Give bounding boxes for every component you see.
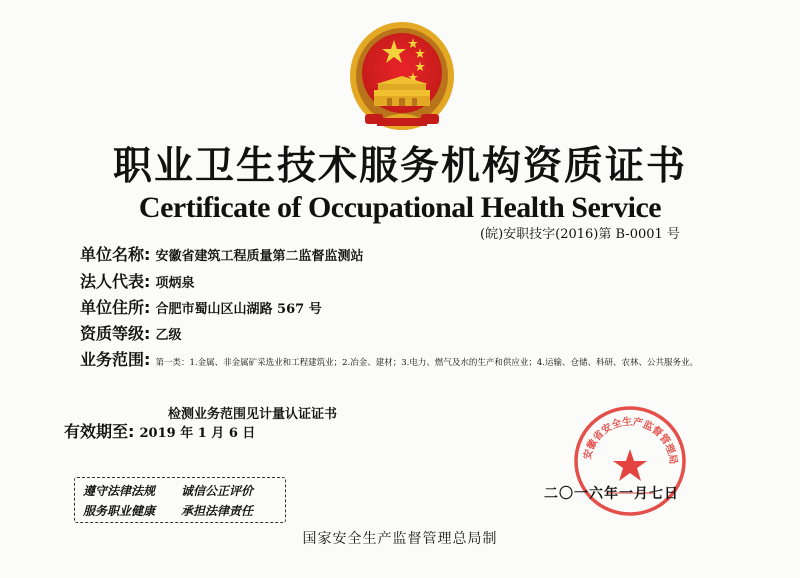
field-value: 第一类：1.金属、非金属矿采选业和工程建筑业；2.冶金、建材；3.电力、燃气及水的生产和供应业；4.运输、仓储、科研、农林、公共服务业。	[155, 358, 698, 368]
field-label: 单位名称:	[80, 245, 151, 264]
national-emblem-icon	[347, 18, 457, 138]
seal-text: 安徽省安全生产监督管理局	[582, 416, 679, 465]
field-label: 单位住所:	[80, 298, 151, 317]
field-unit-name	[80, 244, 364, 268]
motto-item: 承担法律责任	[181, 504, 254, 518]
motto-item: 诚信公正评价	[181, 484, 254, 498]
field-unit-address	[80, 297, 322, 321]
validity-label: 有效期至:	[64, 422, 135, 441]
certificate-title-en: Certificate of Occupational Health Service	[138, 191, 662, 224]
certificate-title-cn: 职业卫生技术服务机构资质证书	[112, 144, 687, 189]
motto-item: 服务职业健康	[83, 504, 156, 518]
certificate-number: (皖)安职技字(2016)第 B-0001 号	[480, 227, 680, 242]
motto-item: 遵守法律法规	[83, 484, 156, 498]
field-value: 项炳泉	[155, 276, 195, 291]
scope-note: 检测业务范围见计量认证证书	[168, 407, 338, 422]
field-legal-representative	[80, 271, 195, 295]
issuer: 国家安全生产监督管理总局制	[302, 531, 498, 547]
field-value: 合肥市蜀山区山湖路 567 号	[155, 302, 322, 317]
motto-box	[74, 477, 286, 523]
field-value: 乙级	[155, 328, 182, 343]
field-value: 安徽省建筑工程质量第二监督监测站	[155, 249, 364, 264]
field-label: 资质等级:	[80, 324, 151, 343]
field-business-scope	[80, 349, 698, 374]
field-label: 法人代表:	[80, 272, 151, 291]
field-qualification-level	[80, 323, 182, 347]
validity-row	[64, 421, 255, 445]
issue-date: 二〇一六年一月七日	[544, 486, 679, 502]
validity-value: 2019 年 1 月 6 日	[139, 426, 256, 441]
field-label: 业务范围:	[80, 350, 151, 369]
